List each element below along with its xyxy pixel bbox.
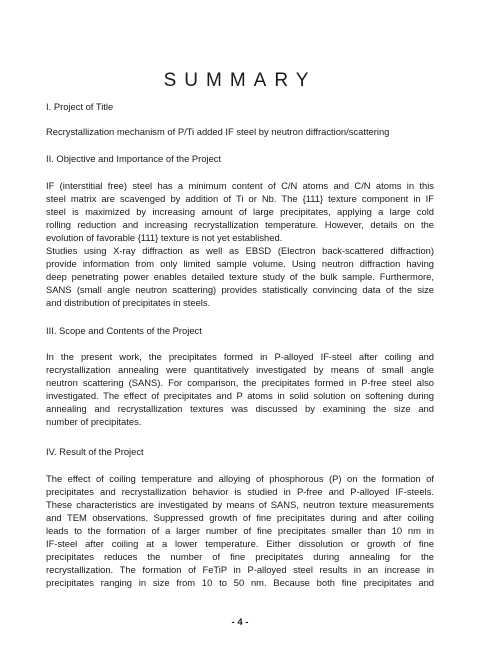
section-heading-objective: II. Objective and Importance of the Project bbox=[46, 153, 222, 164]
body-line: leads to the formation of a larger number of fine precipitates smaller than 10 nm in bbox=[46, 525, 434, 536]
section-heading-scope: III. Scope and Contents of the Project bbox=[46, 325, 202, 336]
body-line: Studies using X-ray diffraction as well as EBSD (Electron back-scattered diffraction) bbox=[46, 245, 434, 256]
body-line: steel matrix are scavenged by addition of Ti or Nb. The {111} texture component in IF bbox=[46, 193, 434, 204]
body-line: recrystallization annealing were quantitatively investigated by means of small angle bbox=[46, 364, 434, 375]
body-line: neutron scattering (SANS). For comparison, the precipitates formed in P-free steel also bbox=[46, 377, 434, 388]
body-line: IF-steel after coiling at a lower temperature. Either dissolution or growth of fine bbox=[46, 538, 434, 549]
body-line: The effect of coiling temperature and alloying of phosphorous (P) on the formation of bbox=[46, 473, 434, 484]
body-line: recrystallization. The formation of FeTiP in P-alloyed steel results in an increase in bbox=[46, 564, 434, 575]
page-number: - 4 - bbox=[231, 617, 249, 628]
body-line: In the present work, the precipitates formed in P-alloyed IF-steel after coiling and bbox=[46, 351, 434, 362]
body-line: IF (interstitial free) steel has a minimum content of C/N atoms and C/N atoms in this bbox=[46, 180, 434, 191]
section-heading-result: IV. Result of the Project bbox=[46, 446, 144, 457]
body-line: precipitates ranging in size from 10 to 50 nm. Because both fine precipitates and bbox=[46, 577, 434, 588]
body-line: evolution of favorable {111} texture is not yet established. bbox=[46, 232, 283, 243]
body-line: number of precipitates. bbox=[46, 416, 142, 427]
body-line: provide information from only limited sample volume. Using neutron diffraction having bbox=[46, 258, 434, 269]
body-line: Recrystallization mechanism of P/Ti added IF steel by neutron diffraction/scattering bbox=[46, 126, 390, 137]
body-line: investigated. The effect of precipitates and P atoms in solid solution on softening during bbox=[46, 390, 434, 401]
body-line: These characteristics are investigated by means of SANS, neutron texture measurements bbox=[46, 499, 434, 510]
section-heading-title: I. Project of Title bbox=[46, 101, 114, 112]
body-line: rolling reduction and increasing recrystallization temperature. However, details on the bbox=[46, 219, 434, 230]
body-line: precipitates reduces the number of fine precipitates during annealing for the bbox=[46, 551, 434, 562]
body-line: precipitates and recrystallization behavior is studied in P-free and P-alloyed IF-steels. bbox=[46, 486, 434, 497]
body-line: steel is maximized by increasing amount of large precipitates, applying a large cold bbox=[46, 206, 434, 217]
body-line: SANS (small angle neutron scattering) provides statistically convincing data of the size bbox=[46, 284, 434, 295]
body-line: and distribution of precipitates in steels. bbox=[46, 297, 211, 308]
body-line: deep penetrating power enables detailed texture study of the bulk sample. Furthermore, bbox=[46, 271, 434, 282]
body-line: and TEM observations. Suppressed growth of fine precipitates during and after coiling bbox=[46, 512, 434, 523]
body-line: annealing and recrystallization textures was discussed by examining the size and bbox=[46, 403, 434, 414]
page-title: SUMMARY bbox=[163, 70, 317, 91]
